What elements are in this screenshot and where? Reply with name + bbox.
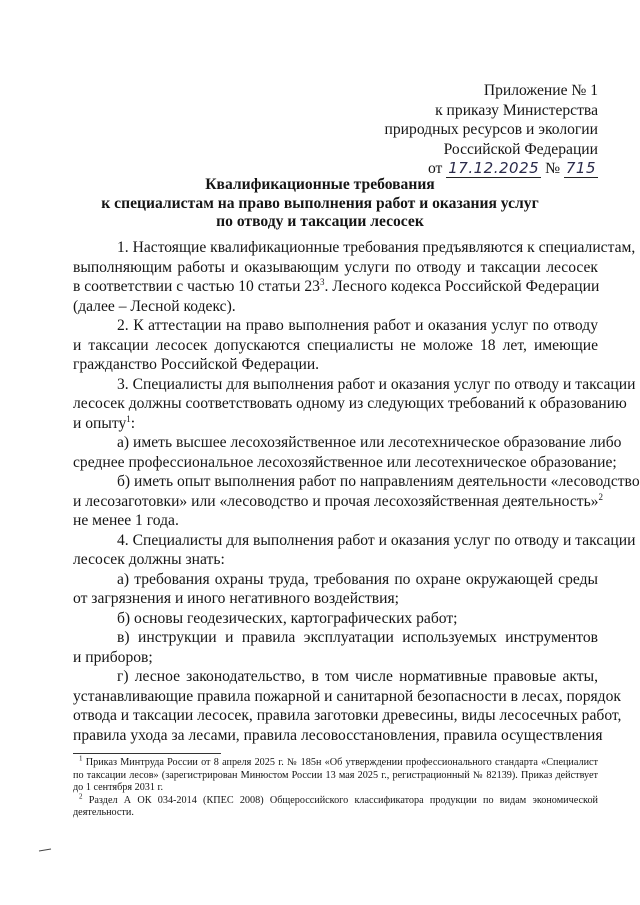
body-line: и лесозаготовки» или «лесоводство и прочая лесохозяйственная деятельность»$^2$ (73, 491, 603, 510)
footnote-ref-2: 2 (598, 491, 603, 502)
footnote-2-mark: 2 (79, 792, 83, 801)
appendix-line-1: Приложение № 1 (483, 82, 598, 99)
appendix-line-4: Российской Федерации (443, 140, 598, 158)
body-line: гражданство Российской Федерации. (73, 356, 320, 373)
body-line: лесосек должны знать: (73, 551, 225, 568)
body-line: и таксации лесосек допускаются специалисты не моложе 18 лет, имеющие (73, 336, 598, 354)
footnote-divider (73, 753, 221, 754)
footnote-2-line: $^2$ Раздел А ОК 034-2014 (КПЕС 2008) Общероссийского классификатора продукции по видам экономической (79, 792, 598, 806)
body-line: от загрязнения и иного негативного воздействия; (73, 590, 399, 607)
body-line: г) лесное законодательство, в том числе нормативные правовые акты, (117, 668, 598, 685)
document-title (0, 176, 640, 232)
body-line: лесосек должны соответствовать одному из следующих требований к образованию (73, 395, 627, 412)
title-line-1: Квалификационные требования (205, 176, 435, 193)
pen-mark (38, 848, 52, 852)
body-line: 1. Настоящие квалификационные требования предъявляются к специалистам, (117, 239, 636, 256)
body-line: правила ухода за лесами, правила лесовосстановления, правила осуществления (73, 726, 603, 744)
footnote-1-line: до 1 сентября 2031 г. (73, 782, 164, 794)
body-line: не менее 1 года. (73, 512, 179, 529)
body-line: устанавливающие правила пожарной и санитарной безопасности в лесах, порядок (73, 687, 621, 705)
body-line: и опыту$^1$: (73, 413, 136, 432)
body-line: среднее профессиональное лесохозяйственное или лесотехническое образование; (73, 453, 617, 471)
document-body (73, 238, 640, 745)
appendix-header (385, 81, 598, 179)
body-line: (далее – Лесной кодекс). (73, 297, 236, 315)
body-line: б) основы геодезических, картографических работ; (117, 609, 458, 627)
body-line: а) иметь высшее лесохозяйственное или лесотехническое образование либо (117, 434, 622, 451)
handwritten-number: 715 (565, 159, 596, 178)
title-line-3: по отводу и таксации лесосек (216, 213, 424, 230)
title-line-2: к специалистам на право выполнения работ и оказания услуг (101, 194, 539, 212)
footnote-1-line: $^1$ Приказ Минтруда России от 8 апреля 2025 г. № 185н «Об утверждении профессионального стандарта «Специалист (79, 754, 598, 768)
number-prefix: № (545, 160, 560, 178)
appendix-line-2: к приказу Министерства (435, 101, 598, 119)
body-line: 2. К аттестации на право выполнения работ и оказания услуг по отводу (117, 317, 598, 334)
body-line: отвода и таксации лесосек, правила заготовки древесины, виды лесосечных работ, (73, 707, 622, 724)
body-line: 3. Специалисты для выполнения работ и оказания услуг по отводу и таксации (117, 375, 636, 393)
footnote-1-line: по таксации лесов» (зарегистрирован Минюстом России 13 мая 2025 г., регистрационный № 82139). Приказ действует (73, 769, 598, 781)
handwritten-date: 17.12.2025 (448, 159, 540, 178)
body-line: выполняющим работы и оказывающим услуги по отводу и таксации лесосек (73, 258, 598, 276)
superscript-art23: 3 (319, 276, 325, 287)
footnote-ref-1: 1 (126, 413, 131, 424)
footnote-1-mark: 1 (79, 754, 83, 763)
body-line: б) иметь опыт выполнения работ по направлениям деятельности «лесоводство (117, 473, 640, 490)
body-line: и приборов; (73, 648, 153, 666)
footnotes (73, 754, 598, 820)
body-line: в) инструкции и правила эксплуатации используемых инструментов (117, 629, 598, 646)
body-line: в соответствии с частью 10 статьи $23^3$. Лесного кодекса Российской Федерации (73, 276, 600, 295)
appendix-line-3: природных ресурсов и экологии (384, 121, 598, 139)
body-line: а) требования охраны труда, требования по охране окружающей среды (117, 570, 598, 588)
footnote-2-line: деятельности. (73, 807, 134, 819)
date-prefix: от (427, 160, 443, 178)
body-line: 4. Специалисты для выполнения работ и оказания услуг по отводу и таксации (117, 531, 636, 549)
